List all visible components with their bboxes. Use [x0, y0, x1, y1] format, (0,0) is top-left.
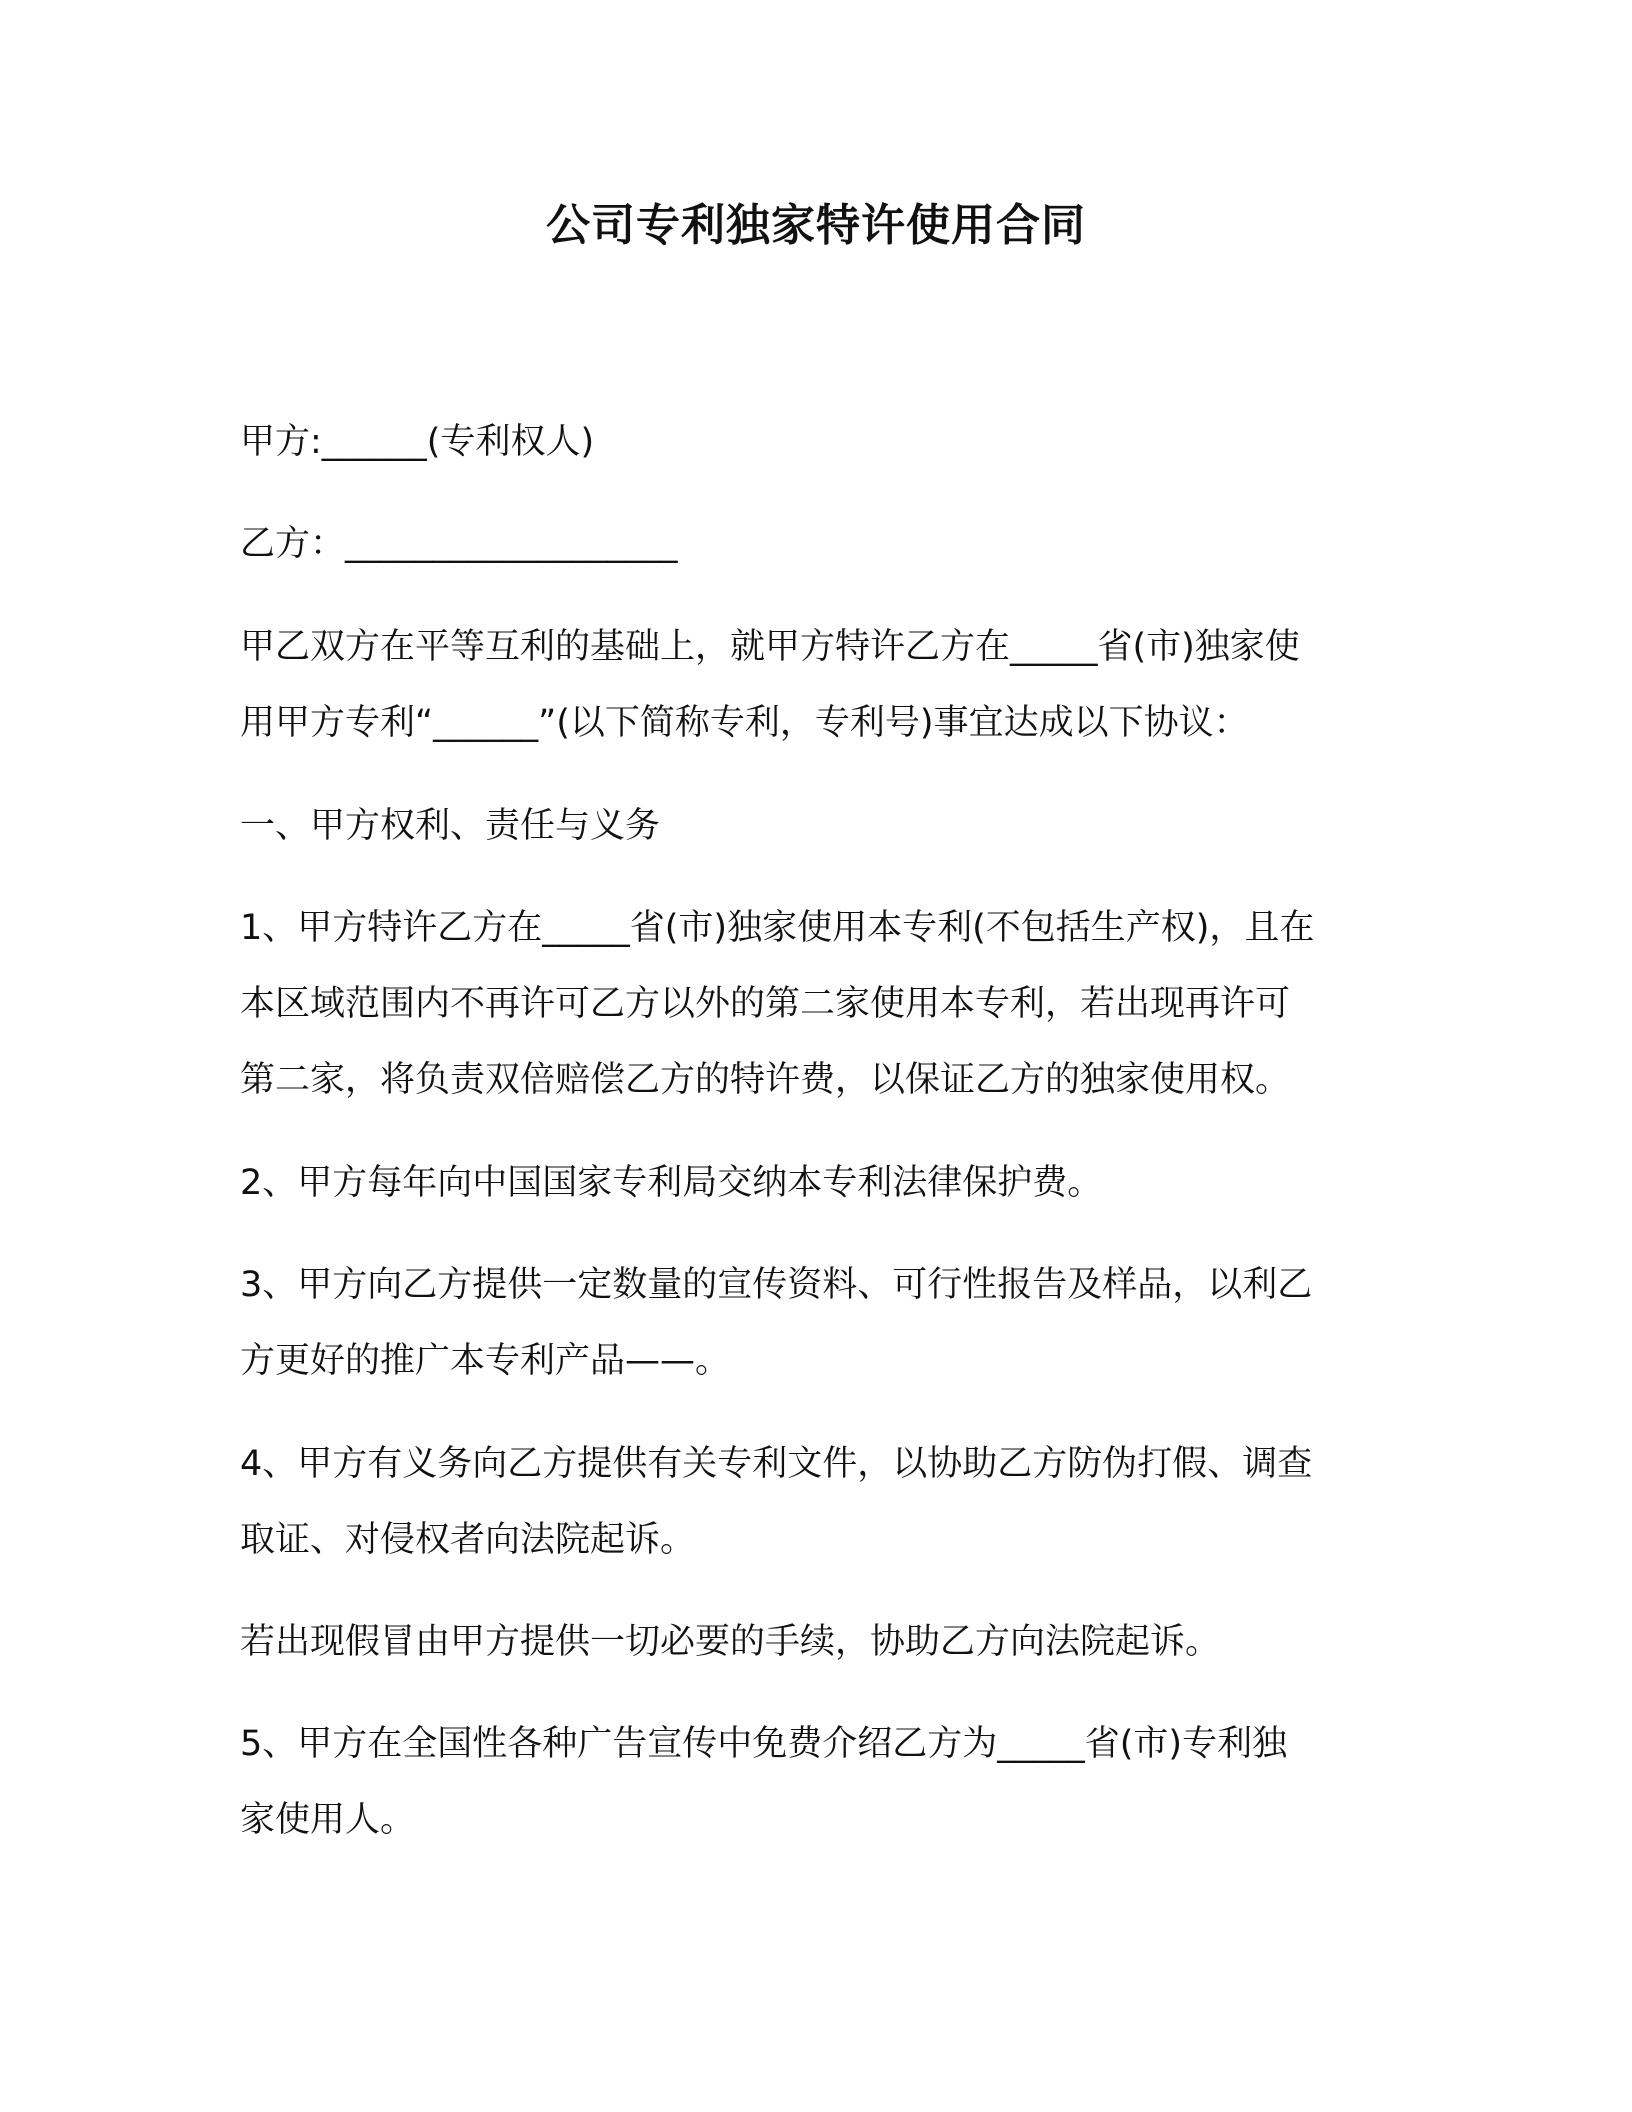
preamble-paragraph: [240, 609, 1400, 761]
preamble-line: 甲乙双方在平等互利的基础上，就甲方特许乙方在_____省(市)独家使: [240, 627, 1300, 667]
document-title: 公司专利独家特许使用合同: [546, 200, 1086, 251]
clause-1-line: 1、甲方特许乙方在_____省(市)独家使用本专利(不包括生产权)，且在: [240, 908, 1315, 948]
clause-5-line: 5、甲方在全国性各种广告宣传中免费介绍乙方为_____省(市)专利独: [240, 1724, 1288, 1764]
clause-5-line: 家使用人。: [240, 1800, 416, 1840]
clause-4-line: 取证、对侵权者向法院起诉。: [240, 1520, 696, 1560]
clause-1-line: 本区域范围内不再许可乙方以外的第二家使用本专利，若出现再许可: [240, 984, 1291, 1024]
party-b-line: 乙方：___________________: [240, 524, 678, 564]
clause-3-line: 方更好的推广本专利产品——。: [240, 1341, 731, 1381]
clause-2-paragraph: 2、甲方每年向中国国家专利局交纳本专利法律保护费。: [240, 1163, 1103, 1203]
clause-4-note: 若出现假冒由甲方提供一切必要的手续，协助乙方向法院起诉。: [240, 1622, 1221, 1662]
clause-3-paragraph: [240, 1247, 1400, 1399]
clause-4-line: 4、甲方有义务向乙方提供有关专利文件，以协助乙方防伪打假、调查: [240, 1444, 1313, 1484]
preamble-line: 用甲方专利“______”(以下简称专利，专利号)事宜达成以下协议：: [240, 703, 1249, 743]
clause-5-paragraph: [240, 1706, 1400, 1858]
section-1-heading: 一、甲方权利、责任与义务: [240, 806, 661, 846]
clause-3-line: 3、甲方向乙方提供一定数量的宣传资料、可行性报告及样品，以利乙: [240, 1265, 1313, 1305]
clause-1-paragraph: [240, 890, 1400, 1118]
clause-1-line: 第二家，将负责双倍赔偿乙方的特许费，以保证乙方的独家使用权。: [240, 1060, 1291, 1100]
party-a-line: 甲方:______(专利权人): [240, 422, 595, 462]
clause-4-paragraph: [240, 1426, 1400, 1578]
